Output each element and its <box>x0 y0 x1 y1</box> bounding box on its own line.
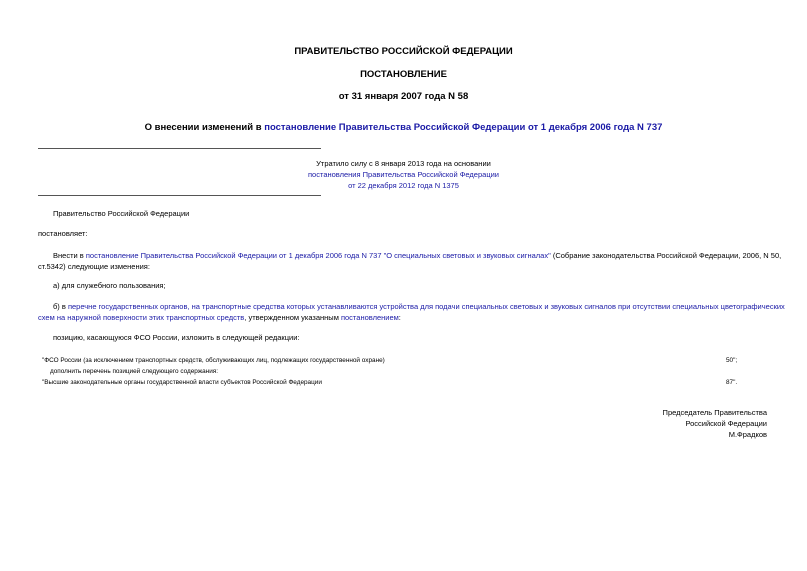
item-b-link-cont[interactable]: схем на наружной поверхности этих транспортных средств <box>38 313 245 322</box>
divider-bottom <box>38 195 321 196</box>
item-b-prefix: б) в <box>53 302 68 311</box>
divider-top <box>38 148 321 149</box>
paragraph-amend-line2: ст.5342) следующие изменения: <box>38 262 150 271</box>
item-a: а) для служебного пользования; <box>53 281 166 290</box>
document-title <box>0 122 807 133</box>
status-note-link2[interactable]: от 22 декабря 2012 года N 1375 <box>348 181 459 190</box>
signature-title: Председатель Правительства <box>662 408 767 417</box>
amend-link[interactable]: постановление Правительства Российской Федерации от 1 декабря 2006 года N 737 "О специальных световых и звуковых сигналах" <box>85 251 551 260</box>
paragraph-government: Правительство Российской Федерации <box>53 209 190 218</box>
signature-country: Российской Федерации <box>685 419 767 428</box>
item-b-resolution-link[interactable]: постановлением <box>340 313 399 322</box>
table-row-fso-text: "ФСО России (за исключением транспортных средств, обслуживающих лиц, подлежащих государственной охране) <box>42 357 385 364</box>
item-b-mid: , утвержденном указанным <box>244 313 341 322</box>
status-note-line1: Утратило силу с 8 января 2013 года на основании <box>316 159 491 168</box>
status-note-link1[interactable]: постановления Правительства Российской Федерации <box>307 170 499 179</box>
government-name: ПРАВИТЕЛЬСТВО РОССИЙСКОЙ ФЕДЕРАЦИИ <box>294 46 513 57</box>
amend-suffix: (Собрание законодательства Российской Федерации, 2006, N 50, <box>550 251 782 260</box>
amend-prefix: Внести в <box>53 251 86 260</box>
table-row-legislative-text: "Высшие законодательные органы государственной власти субъектов Российской Федерации <box>42 379 322 386</box>
item-b-sub: позицию, касающуюся ФСО России, изложить в следующей редакции: <box>53 333 300 342</box>
title-prefix: О внесении изменений в <box>144 122 265 133</box>
item-b <box>53 302 785 312</box>
table-row-fso-value: 50"; <box>726 357 738 364</box>
item-b-link[interactable]: перечне государственных органов, на транспортные средства которых устанавливаются устройства для подачи специальных световых и звуковых сигналов при отсутствии специальных цветографических <box>67 302 785 311</box>
table-row-legislative-value: 87". <box>726 379 738 386</box>
paragraph-resolves: постановляет: <box>38 229 88 238</box>
document-type: ПОСТАНОВЛЕНИЕ <box>360 69 447 80</box>
document-date-number: от 31 января 2007 года N 58 <box>338 91 469 102</box>
table-row-note: дополнить перечень позицией следующего содержания: <box>50 368 219 375</box>
paragraph-amend <box>53 251 781 261</box>
title-link[interactable]: постановление Правительства Российской Федерации от 1 декабря 2006 года N 737 <box>264 122 663 133</box>
signature-name: М.Фрадков <box>728 430 767 439</box>
item-b-end: : <box>398 313 401 322</box>
item-b-line2 <box>38 313 401 323</box>
